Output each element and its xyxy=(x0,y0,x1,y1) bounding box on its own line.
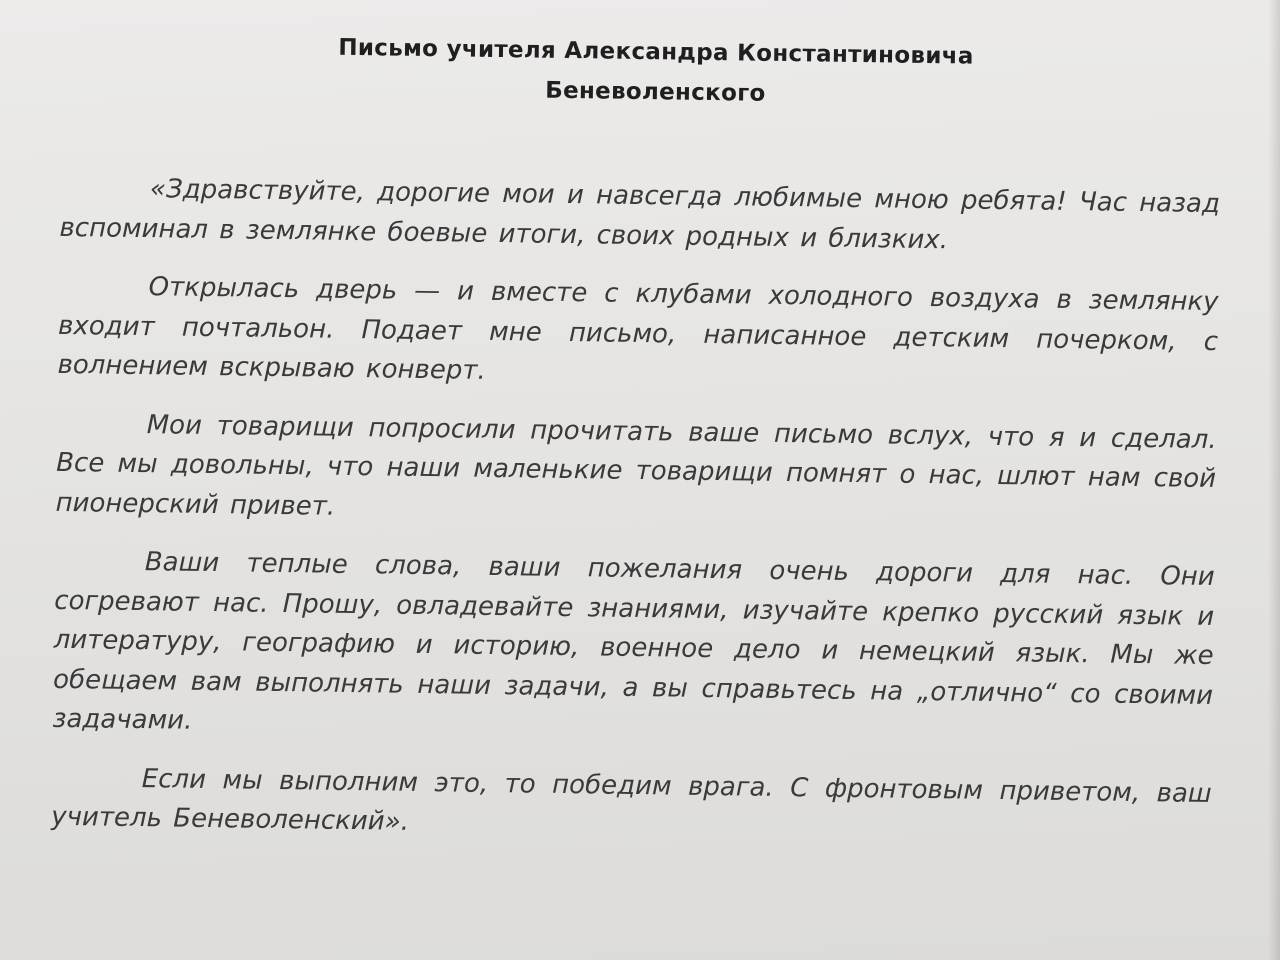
title-line-2: Беневоленского xyxy=(545,77,766,107)
letter-paragraph-4: Ваши теплые слова, ваши пожелания очень дороги для нас. Они согревают нас. Прошу, овладевайте знаниями, изучайте крепко русский язык и литературу, географию и историю, военное дело и немецкий язык. Мы же обещаем вам выполнять наши задачи, а вы справьтесь на „отлично“ со своими задачами. xyxy=(52,547,1215,736)
title-line-1: Письмо учителя Александра Константиновича xyxy=(338,34,974,70)
letter-paragraph-5: Если мы выполним это, то победим врага. С фронтовым приветом, ваш учитель Беневоленский». xyxy=(51,763,1212,837)
letter-paragraph-2: Открылась дверь — и вместе с клубами холодного воздуха в землянку входит почтальон. Подает мне письмо, написанное детским почерком, с волнением вскрываю конверт. xyxy=(57,272,1219,386)
letter-paragraph-3: Мои товарищи попросили прочитать ваше письмо вслух, что я и сделал. Все мы довольны, что наши маленькие товарищи помнят о нас, шлют нам свой пионерский привет. xyxy=(55,409,1217,522)
page-edge-shadow xyxy=(1268,0,1280,960)
letter-paragraph-1: «Здравствуйте, дорогие мои и навсегда любимые мною ребята! Час назад вспоминал в землянке боевые итоги, своих родных и близких. xyxy=(59,174,1221,255)
letter-body xyxy=(51,169,1220,854)
document-title xyxy=(155,25,1156,119)
